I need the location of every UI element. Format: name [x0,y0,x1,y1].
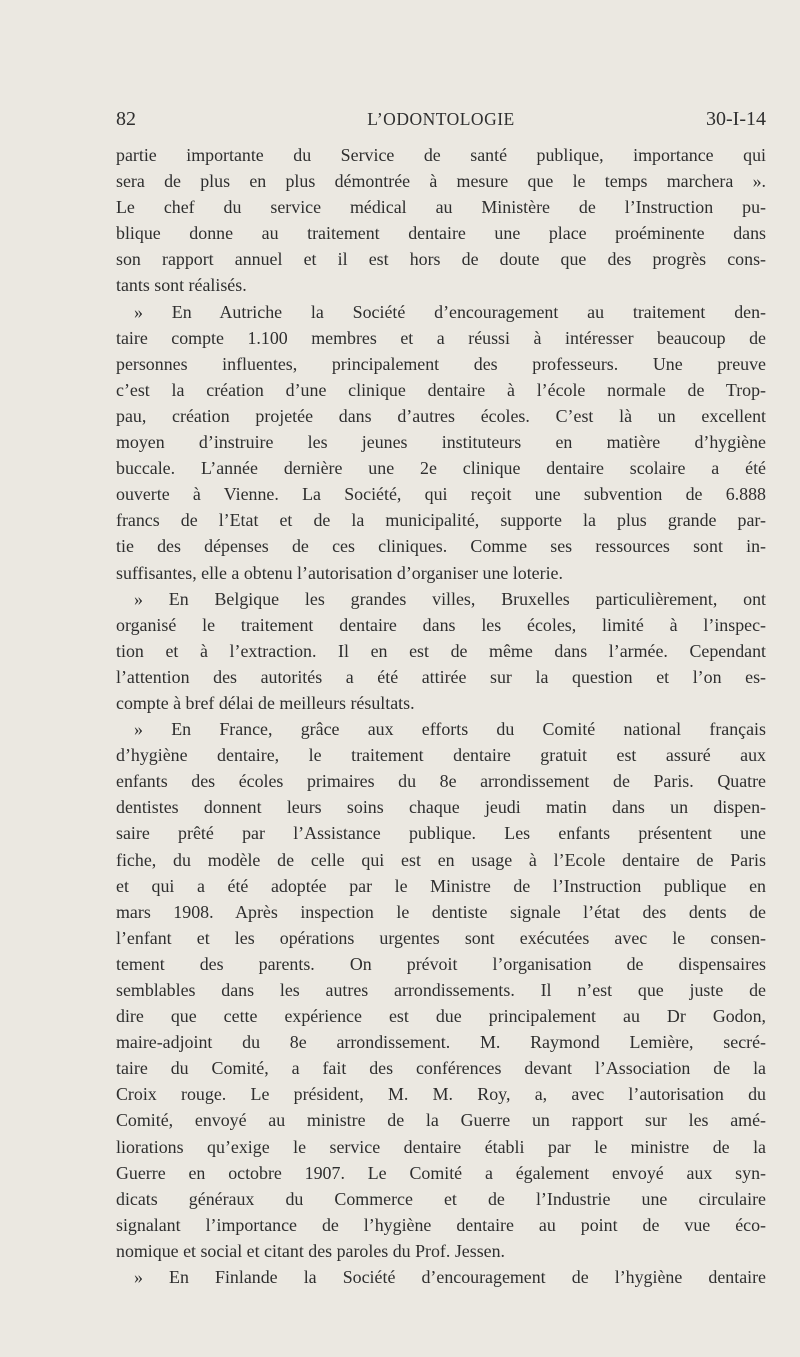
text-line: ouverte à Vienne. La Société, qui reçoit une subvention de 6.888 [116,484,766,505]
text-line: pau, création projetée dans d’autres écoles. C’est là un excellent [116,405,766,426]
text-line: » En Belgique les grandes villes, Bruxelles particulièrement, ont [134,588,766,609]
text-line: nomique et social et citant des paroles du Prof. Jessen. [116,1240,506,1261]
text-line: Le chef du service médical au Ministère de l’Instruction pu- [116,197,766,218]
text-line: tement des parents. On prévoit l’organisation de dispensaires [116,953,766,974]
text-line: Guerre en octobre 1907. Le Comité a également envoyé aux syn- [116,1162,766,1183]
text-line: francs de l’Etat et de la municipalité, supporte la plus grande par- [116,510,766,531]
text-line: l’enfant et les opérations urgentes sont exécutées avec le consen- [116,927,766,948]
text-line: taire du Comité, a fait des conférences devant l’Association de la [116,1058,766,1079]
text-line: saire prêté par l’Assistance publique. Les enfants présentent une [116,823,766,844]
running-header [116,108,766,138]
text-line: personnes influentes, principalement des professeurs. Une preuve [116,353,766,374]
text-line: semblables dans les autres arrondissements. Il n’est que juste de [116,980,766,1000]
issue-date: 30-I-14 [706,108,766,130]
text-line: maire-adjoint du 8e arrondissement. M. Raymond Lemière, secré- [116,1032,766,1053]
text-line: dire que cette expérience est due principalement au Dr Godon, [116,1006,766,1027]
text-line: » En Finlande la Société d’encouragement de l’hygiène dentaire [134,1267,766,1288]
text-line: tants sont réalisés. [116,275,247,296]
text-line: fiche, du modèle de celle qui est en usage à l’Ecole dentaire de Paris [116,849,766,870]
text-line: » En Autriche la Société d’encouragement au traitement den- [134,301,766,322]
text-line: moyen d’instruire les jeunes instituteurs en matière d’hygiène [116,432,766,453]
body-text [116,142,766,1290]
text-line: suffisantes, elle a obtenu l’autorisation d’organiser une loterie. [116,562,563,583]
text-line: partie importante du Service de santé publique, importance qui [116,145,766,165]
text-line: mars 1908. Après inspection le dentiste signale l’état des dents de [116,901,766,922]
text-line: taire compte 1.100 membres et a réussi à intéresser beaucoup de [116,327,766,348]
text-line: tion et à l’extraction. Il en est de même dans l’armée. Cependant [116,640,766,661]
text-line: » En France, grâce aux efforts du Comité national français [134,719,766,740]
text-line: buccale. L’année dernière une 2e clinique dentaire scolaire a été [116,458,766,479]
text-line: sera de plus en plus démontrée à mesure que le temps marchera ». [116,171,766,192]
text-line: tie des dépenses de ces cliniques. Comme ses ressources sont in- [116,536,766,557]
text-line: liorations qu’exige le service dentaire établi par le ministre de la [116,1136,766,1157]
text-line: l’attention des autorités a été attirée sur la question et l’on es- [116,666,766,687]
text-line: blique donne au traitement dentaire une place proéminente dans [116,223,766,244]
text-line: son rapport annuel et il est hors de doute que des progrès cons- [116,249,766,270]
text-line: signalant l’importance de l’hygiène dentaire au point de vue éco- [116,1214,766,1235]
text-line: Croix rouge. Le président, M. M. Roy, a, avec l’autorisation du [116,1084,766,1105]
text-line: et qui a été adoptée par le Ministre de l’Instruction publique en [116,875,766,896]
text-line: organisé le traitement dentaire dans les écoles, limité à l’inspec- [116,614,766,635]
text-line: Comité, envoyé au ministre de la Guerre un rapport sur les amé- [116,1110,766,1131]
text-line: d’hygiène dentaire, le traitement dentaire gratuit est assuré aux [116,745,766,766]
text-line: enfants des écoles primaires du 8e arrondissement de Paris. Quatre [116,771,766,792]
page-number: 82 [116,108,136,130]
text-line: dentistes donnent leurs soins chaque jeudi matin dans un dispen- [116,797,766,818]
text-line: c’est la création d’une clinique dentaire à l’école normale de Trop- [116,379,766,400]
text-line: compte à bref délai de meilleurs résultats. [116,692,415,713]
running-title: L’ODONTOLOGIE [367,109,515,129]
text-line: dicats généraux du Commerce et de l’Industrie une circulaire [116,1188,766,1209]
